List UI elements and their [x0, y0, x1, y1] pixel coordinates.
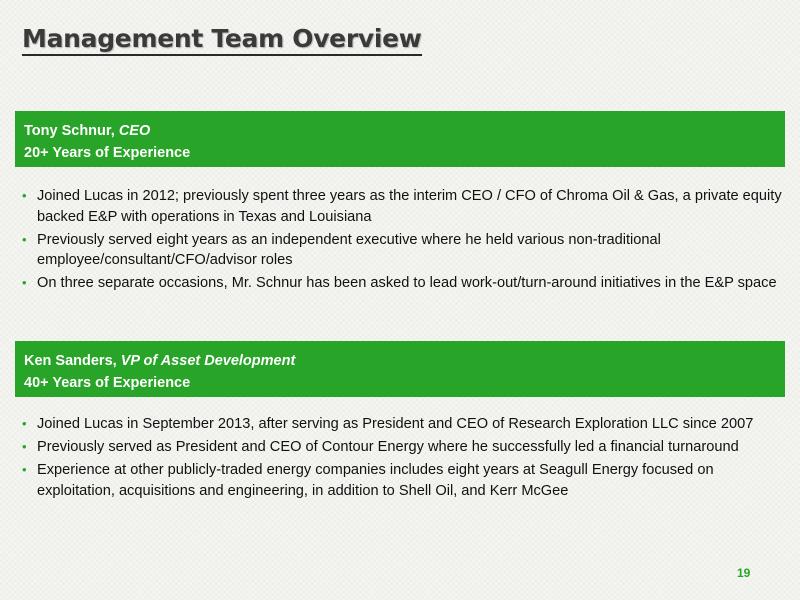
list-item — [22, 273, 782, 294]
person-name: Tony Schnur, — [24, 123, 115, 139]
bullet-icon: • — [22, 416, 27, 431]
bullet-list-ken-sanders — [22, 414, 782, 504]
bullet-text: On three separate occasions, Mr. Schnur has been asked to lead work-out/turn-around initiatives in the E&P space — [37, 275, 777, 291]
section-header-ken-sanders — [15, 341, 785, 397]
bullet-text: Joined Lucas in September 2013, after serving as President and CEO of Research Exploration LLC since 2007 — [37, 416, 754, 432]
bullet-icon: • — [22, 188, 27, 203]
person-role: CEO — [118, 123, 151, 139]
person-name: Ken Sanders, — [24, 353, 117, 369]
section-header-tony-schnur — [15, 111, 785, 167]
bullet-icon: • — [22, 439, 27, 454]
person-experience: 40+ Years of Experience — [24, 375, 191, 391]
bullet-list-tony-schnur — [22, 186, 782, 296]
bullet-icon: • — [22, 462, 27, 477]
bullet-icon: • — [22, 231, 27, 247]
person-experience: 20+ Years of Experience — [24, 145, 191, 161]
person-role: VP of Asset Development — [120, 353, 296, 369]
list-item — [22, 437, 782, 458]
bullet-icon: • — [22, 275, 27, 290]
slide-title: Management Team Overview — [22, 24, 422, 56]
bullet-text: Joined Lucas in 2012; previously spent three years as the interim CEO / CFO of Chroma Oil & Gas, a private equity backed E&P with operations in Texas and Louisiana — [37, 188, 782, 225]
bullet-text: Previously served eight years as an independent executive where he held various non-traditional employee/consultant/CFO/advisor roles — [37, 231, 661, 268]
list-item — [22, 186, 782, 227]
person-name-line — [24, 120, 785, 142]
bullet-text: Previously served as President and CEO of Contour Energy where he successfully led a financial turnaround — [37, 439, 739, 455]
list-item — [22, 414, 782, 435]
page-number: 19 — [737, 566, 751, 580]
list-item — [22, 230, 782, 271]
list-item — [22, 460, 782, 501]
person-name-line — [24, 350, 785, 372]
bullet-text: Experience at other publicly-traded energy companies includes eight years at Seagull Energy focused on exploitation, acquisitions and engineering, in addition to Shell Oil, and Kerr McGee — [37, 462, 714, 499]
